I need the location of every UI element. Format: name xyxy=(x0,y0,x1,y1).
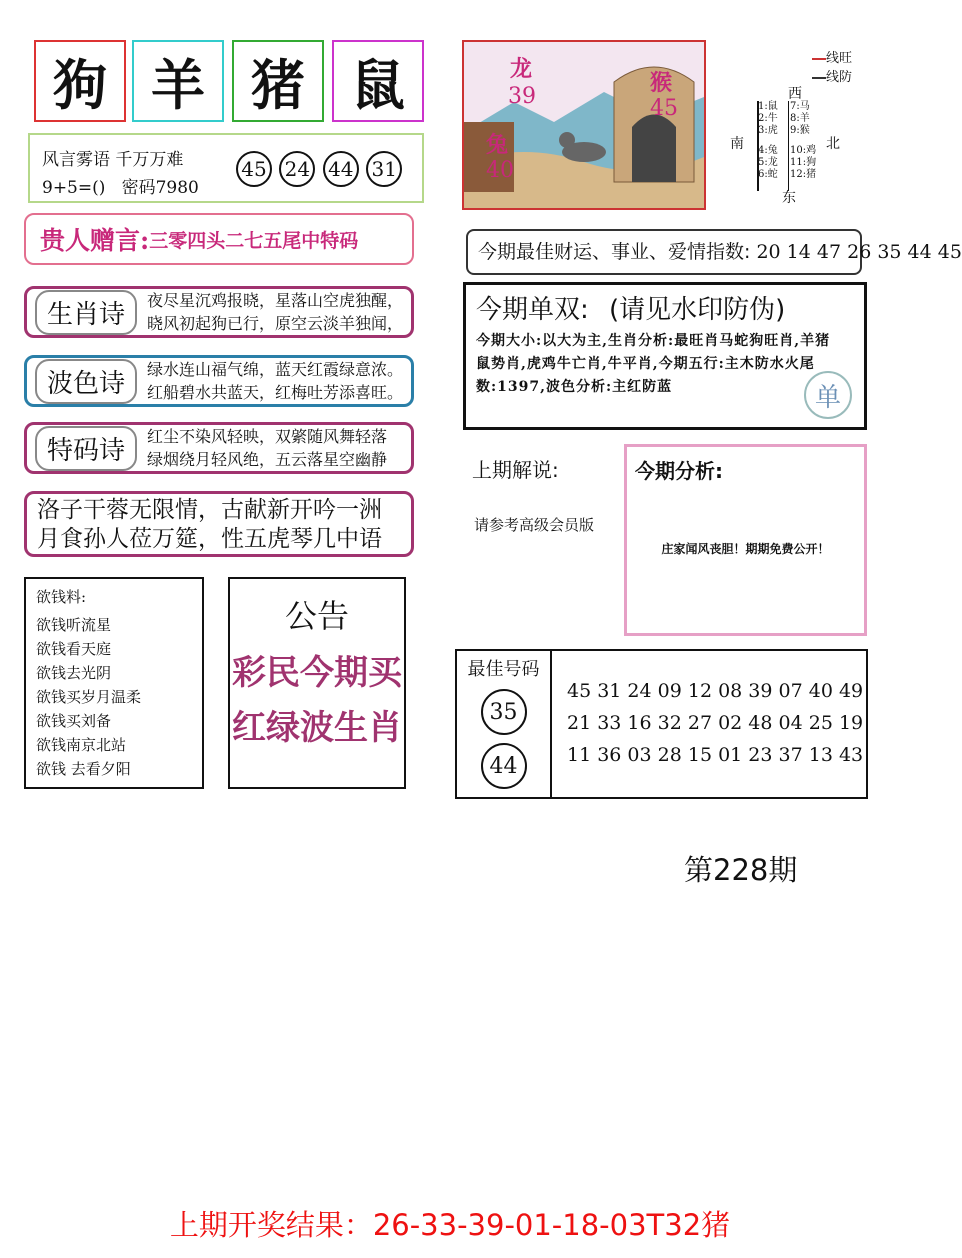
issue-number: 第228期 xyxy=(684,853,798,887)
money-clue-box xyxy=(24,577,204,789)
legend-text: 线旺 xyxy=(826,51,853,66)
analysis-body: 庄家闻风丧胆！期期免费公开！ xyxy=(661,542,830,556)
scenery-picture xyxy=(462,40,706,210)
zodiac-text: 猪 xyxy=(251,52,305,117)
money-title: 欲钱料: xyxy=(36,588,87,606)
single-double-title: 今期单双: xyxy=(476,295,589,325)
noble-text: 三零四头二七五尾中特码 xyxy=(149,229,359,252)
info-password: 密码7980 xyxy=(121,178,199,198)
compass-cell: 8:羊 xyxy=(790,113,810,124)
special-poem xyxy=(24,422,414,474)
compass-cell: 11:狗 xyxy=(790,157,817,168)
money-item: 欲钱去光阴 xyxy=(36,664,112,682)
poem-line: 红船碧水共蓝天，红梅吐芳添喜旺。 xyxy=(147,383,404,402)
last-period-body: 请参考高级会员版 xyxy=(474,516,595,534)
poem-line: 红尘不染风轻映，双綮随风舞轻落 xyxy=(147,427,388,446)
pic-number: 40 xyxy=(486,158,514,183)
riddle-line: 月食孙人莅万筵，性五虎琴几中语 xyxy=(37,526,382,552)
pic-number: 45 xyxy=(650,96,678,121)
poem-tag: 特码诗 xyxy=(35,426,137,471)
poem-line: 绿烟绕月轻风绝，五云落星空幽静 xyxy=(147,450,388,469)
poem-tag: 生肖诗 xyxy=(35,290,137,335)
money-item: 欲钱南京北站 xyxy=(36,736,127,754)
compass-cell: 7:马 xyxy=(790,101,810,112)
notice-line: 红绿波生肖 xyxy=(232,708,402,748)
compass-diagram xyxy=(730,45,890,205)
single-stamp: 单 xyxy=(804,371,852,419)
zodiac-text: 狗 xyxy=(53,52,107,117)
number-ball: 31 xyxy=(366,151,402,187)
notice-title: 公告 xyxy=(284,597,349,635)
single-double-text: 今期大小:以大为主,生肖分析:最旺肖马蛇狗旺肖,羊猪鼠势肖,虎鸡牛亡肖,牛平肖,今期五行:主木防水火尾数:1397,波色分析:主红防蓝 xyxy=(476,333,831,395)
money-item: 欲钱买刘备 xyxy=(36,712,112,730)
analysis-box xyxy=(624,444,867,636)
color-poem xyxy=(24,355,414,407)
direction-south: 南 xyxy=(730,136,744,152)
compass-cell: 12:猪 xyxy=(790,169,817,180)
pic-label: 龙 xyxy=(510,56,533,82)
info-formula: 9+5=() xyxy=(42,178,106,198)
info-line-1: 风言雾语 千万万难 xyxy=(42,150,184,170)
poem-line: 晓风初起狗已行，原空云淡羊独闻， xyxy=(147,314,404,333)
number-ball: 35 xyxy=(481,689,527,735)
zodiac-box-2 xyxy=(132,40,224,122)
number-ball: 45 xyxy=(236,151,272,187)
number-row: 21 33 16 32 27 02 48 04 25 19 xyxy=(567,712,864,734)
money-item: 欲钱听流星 xyxy=(36,616,112,634)
number-ball: 24 xyxy=(279,151,315,187)
info-line-2 xyxy=(42,173,199,198)
zodiac-text: 羊 xyxy=(151,52,205,117)
compass-cell: 1:鼠 xyxy=(758,101,778,112)
direction-east: 东 xyxy=(782,190,796,206)
zodiac-box-1 xyxy=(34,40,126,122)
zodiac-text: 鼠 xyxy=(351,52,405,117)
money-item: 欲钱 去看夕阳 xyxy=(36,760,131,778)
riddle-poem xyxy=(24,491,414,557)
last-result: 上期开奖结果：26-33-39-01-18-03T32猪 xyxy=(169,1208,731,1242)
analysis-title: 今期分析: xyxy=(635,459,723,483)
compass-cell: 6:蛇 xyxy=(758,169,778,180)
single-double-box xyxy=(463,282,867,430)
zodiac-box-4 xyxy=(332,40,424,122)
compass-cell: 3:虎 xyxy=(758,125,778,136)
compass-cell: 9:猴 xyxy=(790,125,810,136)
best-numbers-box xyxy=(455,649,868,799)
watermark-note: (请见水印防伪) xyxy=(609,295,786,325)
fortune-index xyxy=(466,229,962,275)
number-grid xyxy=(567,675,863,771)
index-numbers: 20 14 47 26 35 44 45 xyxy=(756,241,962,263)
noble-prefix: 贵人赠言: xyxy=(40,226,150,255)
last-period-title: 上期解说: xyxy=(472,458,559,482)
compass-cell: 10:鸡 xyxy=(790,145,817,156)
number-ball: 44 xyxy=(323,151,359,187)
number-row: 11 36 03 28 15 01 23 37 13 43 xyxy=(567,744,864,766)
direction-west: 西 xyxy=(788,86,802,102)
pic-label: 兔 xyxy=(486,132,509,158)
compass-cell: 2:牛 xyxy=(758,113,778,124)
best-numbers-title: 最佳号码 xyxy=(467,659,540,680)
pic-label: 猴 xyxy=(650,70,673,96)
money-item: 欲钱买岁月温柔 xyxy=(36,688,142,706)
compass-cell: 4:兔 xyxy=(758,145,778,156)
noble-saying xyxy=(24,213,414,265)
info-balls xyxy=(236,151,404,187)
info-box xyxy=(28,133,424,203)
money-item: 欲钱看天庭 xyxy=(36,640,112,658)
notice-box xyxy=(228,577,406,789)
poem-tag: 波色诗 xyxy=(35,359,137,404)
index-label: 今期最佳财运、事业、爱情指数: xyxy=(478,241,751,263)
compass-cell: 5:龙 xyxy=(758,157,778,168)
zodiac-box-3 xyxy=(232,40,324,122)
direction-north: 北 xyxy=(826,136,840,152)
number-row: 45 31 24 09 12 08 39 07 40 49 xyxy=(567,680,864,702)
number-ball: 44 xyxy=(481,743,527,789)
poem-line: 夜尽星沉鸡报晓，星落山空虎独醒， xyxy=(147,291,404,310)
legend-text: 线防 xyxy=(826,70,853,85)
zodiac-poem xyxy=(24,286,414,338)
best-ball-column xyxy=(457,651,552,797)
riddle-line: 洛子干蓉无限情，古献新开吟一洲 xyxy=(37,497,382,523)
notice-line: 彩民今期买 xyxy=(232,653,402,693)
legend xyxy=(812,47,852,85)
poem-line: 绿水连山福气绵，蓝天红霞绿意浓。 xyxy=(147,360,404,379)
pic-number: 39 xyxy=(508,84,536,109)
